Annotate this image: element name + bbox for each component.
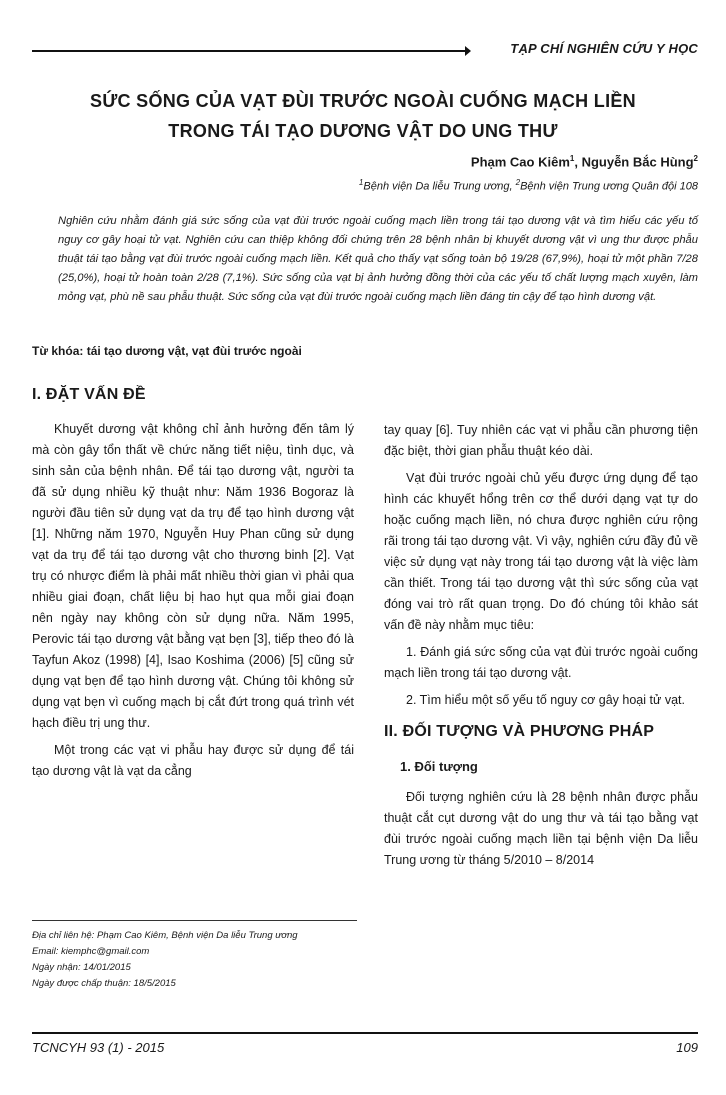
keywords-text: tái tạo dương vật, vạt đùi trước ngoài: [83, 344, 302, 358]
footnote-received: Ngày nhận: 14/01/2015: [32, 962, 131, 973]
authors: [471, 154, 698, 169]
footnotes: [32, 928, 357, 992]
author-2: Nguyễn Bắc Hùng: [581, 154, 694, 170]
title-line-1: SỨC SỐNG CỦA VẠT ĐÙI TRƯỚC NGOÀI CUỐNG MẠCH LIỀN: [90, 91, 636, 111]
footer-rule: [32, 1032, 698, 1034]
author-2-sup: 2: [693, 154, 698, 163]
title-line-2: TRONG TÁI TẠO DƯƠNG VẬT DO UNG THƯ: [168, 121, 558, 141]
footnote-accepted: Ngày được chấp thuận: 18/5/2015: [32, 978, 176, 989]
author-1: Phạm Cao Kiêm: [470, 154, 570, 170]
paragraph: Đối tượng nghiên cứu là 28 bệnh nhân được phẫu thuật cắt cụt dương vật do ung thư và tái tạo bằng vạt đùi trước ngoài cuống mạch liền tại bệnh viện Da liễu Trung ương từ tháng 5/2010 – 8/2014: [384, 790, 698, 867]
affil-2-sup: 2: [515, 178, 521, 187]
paragraph: Vạt đùi trước ngoài chủ yếu được ứng dụng để tạo hình các khuyết hổng trên cơ thể dưới dạng vạt tự do hoặc cuống mạch liền, nó chưa được nghiên cứu rộng rãi trong tái tạo dương vật. Vì vậy, nghiên cứu đầy đủ về việc sử dụng vạt này trong tái tạo dương vật là việc làm cần thiết. Trong tái tạo dương vật thì sức sống của vạt đóng vai trò rất quan trọng. Do đó chúng tôi khảo sát vấn đề này nhằm mục tiêu:: [384, 471, 698, 632]
footnote-email: Email: kiemphc@gmail.com: [32, 946, 150, 957]
journal-header: [32, 40, 698, 64]
objective-2: 2. Tìm hiểu một số yếu tố nguy cơ gây hoại tử vạt.: [406, 693, 685, 707]
paragraph: Khuyết dương vật không chỉ ảnh hưởng đến tâm lý mà còn gây tổn thất về chức năng tiết niệu, tình dục, và sinh sản của bệnh nhân. Để tái tạo dương vật, người ta đã sử dụng nhiều kỹ thuật như: Năm 1936 Bogoraz là người đầu tiên sử dụng vạt da trụ để tạo hình dương vật [1]. Những năm 1970, Nguyễn Huy Phan cũng sử dụng vạt da trụ để tái tạo dương vật cho thương binh [2]. Vạt trụ có nhược điểm là phải mất nhiều thời gian vì phải qua nhiều giai đoạn, chất liệu bị hao hụt qua mỗi giai đoạn nên ngày nay không còn sử dụng nữa. Năm 1995, Perovic tái tạo dương vật bằng vạt bẹn [3], tiếp theo đó là Tayfun Akoz (1998) [4], Isao Koshima (2006) [5] cũng sử dụng vạt bẹn để tạo hình dương vật. Chúng tôi không sử dụng vạt bẹn vì cuống mạch bị cắt đứt trong quá trình vét hạch điều trị ung thư.: [32, 422, 354, 730]
author-separator: ,: [574, 154, 582, 170]
author-1-sup: 1: [569, 154, 575, 163]
affil-2: Bệnh viện Trung ương Quân đội 108: [520, 180, 698, 193]
article-title: [30, 86, 696, 146]
section-heading-intro: I. ĐẶT VẤN ĐỀ: [32, 386, 146, 403]
footnote-rule: [32, 920, 357, 921]
journal-name: TẠP CHÍ NGHIÊN CỨU Y HỌC: [510, 41, 698, 56]
objective-1: 1. Đánh giá sức sống của vạt đùi trước ngoài cuống mạch liền trong tái tạo dương vật.: [384, 645, 698, 680]
page-number: 109: [676, 1040, 698, 1055]
footnote-contact: Địa chỉ liên hệ: Phạm Cao Kiêm, Bệnh viện Da liễu Trung ương: [32, 930, 298, 941]
header-rule: [32, 50, 468, 52]
affil-1-sup: 1: [358, 178, 364, 187]
header-arrow: [465, 46, 471, 56]
journal-issue: TCNCYH 93 (1) - 2015: [32, 1040, 165, 1055]
paragraph: Một trong các vạt vi phẫu hay được sử dụng để tái tạo dương vật là vạt da cẳng: [32, 743, 354, 778]
keywords: [32, 344, 302, 358]
affiliations: [359, 178, 698, 193]
section-heading-methods: II. ĐỐI TƯỢNG VÀ PHƯƠNG PHÁP: [384, 723, 655, 740]
left-column: [32, 384, 354, 788]
abstract: Nghiên cứu nhằm đánh giá sức sống của vạt đùi trước ngoài cuống mạch liền trong tái tạo dương vật và tìm hiểu các yếu tố nguy cơ gây hoại tử vạt. Nghiên cứu can thiệp không đối chứng trên 28 bệnh nhân bị khuyết dương vật vì ung thư được phẫu thuật tái tạo bằng vạt đùi trước ngoài cuống mạch liền. Kết quả cho thấy vạt sống toàn bộ 19/28 (67,9%), hoại tử một phần 7/28 (25,0%), hoại tử hoàn toàn 2/28 (7,1%). Sức sống của vạt bị ảnh hưởng đồng thời của các yếu tố chất lượng mạch xuyên, làm mỏng vạt, phù nề sau phẫu thuật. Sức sống của vạt đùi trước ngoài cuống mạch liền đáng tin cậy để tạo hình dương vật.: [58, 215, 698, 303]
keywords-label: Từ khóa:: [32, 344, 84, 358]
affil-1: Bệnh viện Da liễu Trung ương,: [363, 180, 516, 193]
right-column: [384, 420, 698, 877]
paragraph-continuation: tay quay [6]. Tuy nhiên các vạt vi phẫu cần phương tiện đặc biệt, thời gian phẫu thuật kéo dài.: [384, 423, 698, 458]
subsection-heading: 1. Đối tượng: [400, 759, 478, 774]
